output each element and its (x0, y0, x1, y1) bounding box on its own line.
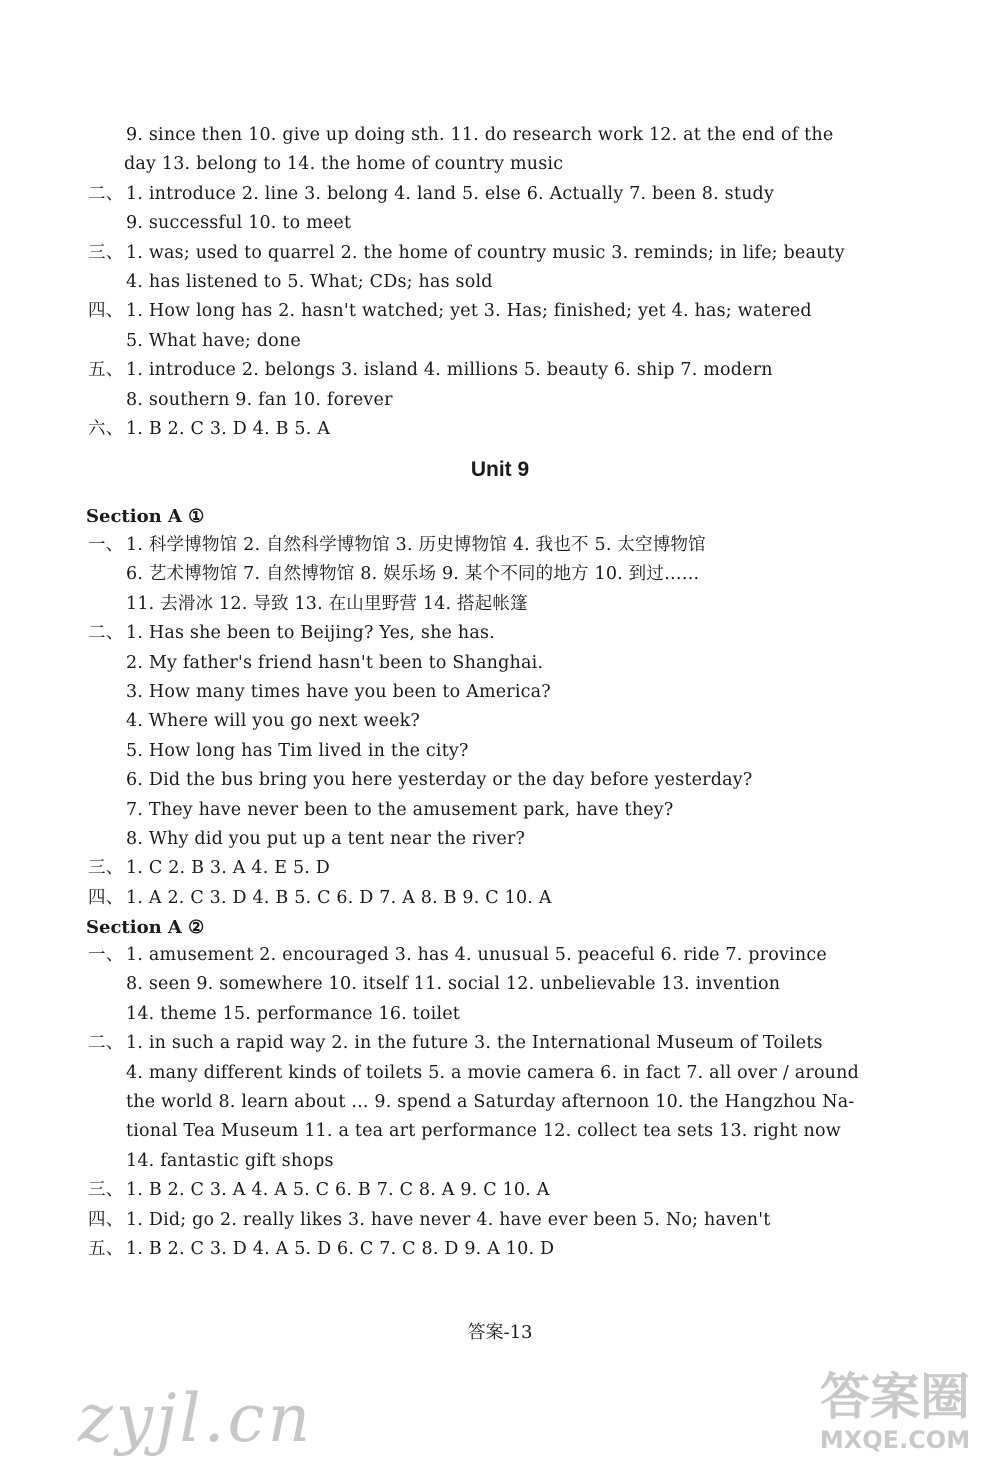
answer-line (88, 824, 880, 854)
answer-line (88, 1028, 880, 1058)
question-number: 三、 (88, 858, 124, 879)
answer-line (88, 559, 880, 589)
watermark-mxqe (800, 1368, 990, 1466)
answer-text: 7. They have never been to the amusement park, have they? (126, 799, 674, 820)
answer-text: 9. successful 10. to meet (126, 213, 352, 234)
answer-line (88, 999, 880, 1029)
answer-text: 1. How long has 2. hasn't watched; yet 3. Has; finished; yet 4. has; watered (126, 301, 812, 322)
answer-line (88, 883, 880, 913)
answer-text: 6. Did the bus bring you here yesterday or the day before yesterday? (126, 770, 753, 791)
answer-line (88, 414, 880, 444)
question-number: 二、 (88, 623, 124, 644)
answer-line (88, 736, 880, 766)
answer-text: 8. Why did you put up a tent near the river? (126, 829, 526, 849)
answer-line (88, 765, 880, 795)
answer-text: 6. 艺术博物馆 7. 自然博物馆 8. 娱乐场 9. 某个不同的地方 10. 到过…… (126, 564, 700, 585)
answer-text: 4. has listened to 5. What; CDs; has sold (126, 272, 493, 292)
answer-line (88, 208, 880, 238)
answer-text: 4. many different kinds of toilets 5. a movie camera 6. in fact 7. all over / around (126, 1062, 860, 1083)
answer-line (88, 795, 880, 825)
answer-line (88, 706, 880, 736)
unit-title: Unit 9 (470, 458, 530, 481)
answer-text: 1. Did; go 2. really likes 3. have never 4. have ever been 5. No; haven't (126, 1209, 771, 1230)
answer-text: 5. How long has Tim lived in the city? (126, 740, 469, 761)
answer-text: 8. seen 9. somewhere 10. itself 11. social 12. unbelievable 13. invention (126, 974, 781, 995)
section-a-2-title: Section A ② (86, 917, 205, 938)
question-number: 四、 (88, 301, 124, 322)
answer-line (88, 1058, 880, 1088)
page-footer: 答案-13 (467, 1322, 533, 1343)
answer-text: 1. B 2. C 3. D 4. A 5. D 6. C 7. C 8. D 9. A 10. D (126, 1239, 555, 1259)
answer-text: 14. theme 15. performance 16. toilet (126, 1003, 461, 1024)
answer-text: tional Tea Museum 11. a tea art performance 12. collect tea sets 13. right now (126, 1121, 841, 1142)
watermark-zyjl: zyjl.cn (78, 1380, 314, 1457)
answer-text: the world 8. learn about ... 9. spend a Saturday afternoon 10. the Hangzhou Na- (126, 1092, 855, 1112)
answer-line (88, 853, 880, 883)
answer-text: 1. introduce 2. belongs 3. island 4. millions 5. beauty 6. ship 7. modern (126, 360, 773, 381)
answer-line (88, 618, 880, 648)
answer-line (88, 179, 880, 209)
answer-line (88, 969, 880, 999)
question-number: 二、 (88, 183, 124, 204)
watermark-domain: MXQE.COM (819, 1426, 971, 1454)
answer-text: 1. amusement 2. encouraged 3. has 4. unusual 5. peaceful 6. ride 7. province (126, 945, 827, 965)
answer-text: 14. fantastic gift shops (126, 1150, 334, 1171)
answer-text: 1. 科学博物馆 2. 自然科学博物馆 3. 历史博物馆 4. 我也不 5. 太空博物馆 (126, 535, 706, 555)
answer-line (88, 1205, 880, 1235)
answer-text: 1. C 2. B 3. A 4. E 5. D (126, 858, 331, 879)
answer-line (88, 267, 880, 297)
answer-text: 3. How many times have you been to America? (126, 682, 551, 702)
question-number: 五、 (88, 360, 124, 381)
question-number: 四、 (88, 1209, 124, 1230)
answer-line (88, 385, 880, 415)
answer-line (88, 1146, 880, 1176)
answer-line (88, 238, 880, 268)
watermark-logo: 答案圈 (820, 1368, 970, 1426)
answer-text: 8. southern 9. fan 10. forever (126, 389, 393, 410)
answer-text: 1. B 2. C 3. D 4. B 5. A (126, 419, 331, 439)
question-number: 六、 (88, 419, 124, 439)
answer-text: 9. since then 10. give up doing sth. 11. do research work 12. at the end of the (126, 125, 834, 145)
answer-text: 5. What have; done (126, 330, 301, 351)
answer-line (88, 355, 880, 385)
answer-text: 1. B 2. C 3. A 4. A 5. C 6. B 7. C 8. A 9. C 10. A (126, 1180, 550, 1201)
answer-line (88, 296, 880, 326)
answer-line (88, 648, 880, 678)
answer-line (88, 326, 880, 356)
answer-line (88, 149, 880, 179)
answer-line (88, 1116, 880, 1146)
answer-line (88, 1234, 880, 1264)
answer-text: 1. was; used to quarrel 2. the home of country music 3. reminds; in life; beauty (126, 242, 845, 263)
answer-line (88, 120, 880, 150)
answer-text: 11. 去滑冰 12. 导致 13. 在山里野营 14. 搭起帐篷 (126, 593, 528, 614)
answer-line (88, 530, 880, 560)
answer-line (88, 677, 880, 707)
question-number: 一、 (88, 945, 124, 965)
answer-line (88, 1175, 880, 1205)
answer-text: 4. Where will you go next week? (126, 711, 421, 732)
answer-text: 1. introduce 2. line 3. belong 4. land 5. else 6. Actually 7. been 8. study (126, 183, 775, 204)
question-number: 二、 (88, 1033, 124, 1054)
answer-text: 1. Has she been to Beijing? Yes, she has. (126, 623, 495, 644)
answer-text: day 13. belong to 14. the home of country music (124, 154, 564, 175)
question-number: 四、 (88, 887, 124, 908)
answer-line (88, 589, 880, 619)
question-number: 三、 (88, 242, 124, 263)
answer-line (88, 1087, 880, 1117)
answer-text: 2. My father's friend hasn't been to Shanghai. (126, 652, 544, 673)
answer-line (88, 940, 880, 970)
question-number: 五、 (88, 1239, 124, 1259)
section-a-1-title: Section A ① (86, 506, 205, 527)
answer-text: 1. A 2. C 3. D 4. B 5. C 6. D 7. A 8. B 9. C 10. A (126, 887, 552, 908)
answer-text: 1. in such a rapid way 2. in the future 3. the International Museum of Toilets (126, 1033, 823, 1054)
question-number: 三、 (88, 1180, 124, 1201)
question-number: 一、 (88, 535, 124, 555)
